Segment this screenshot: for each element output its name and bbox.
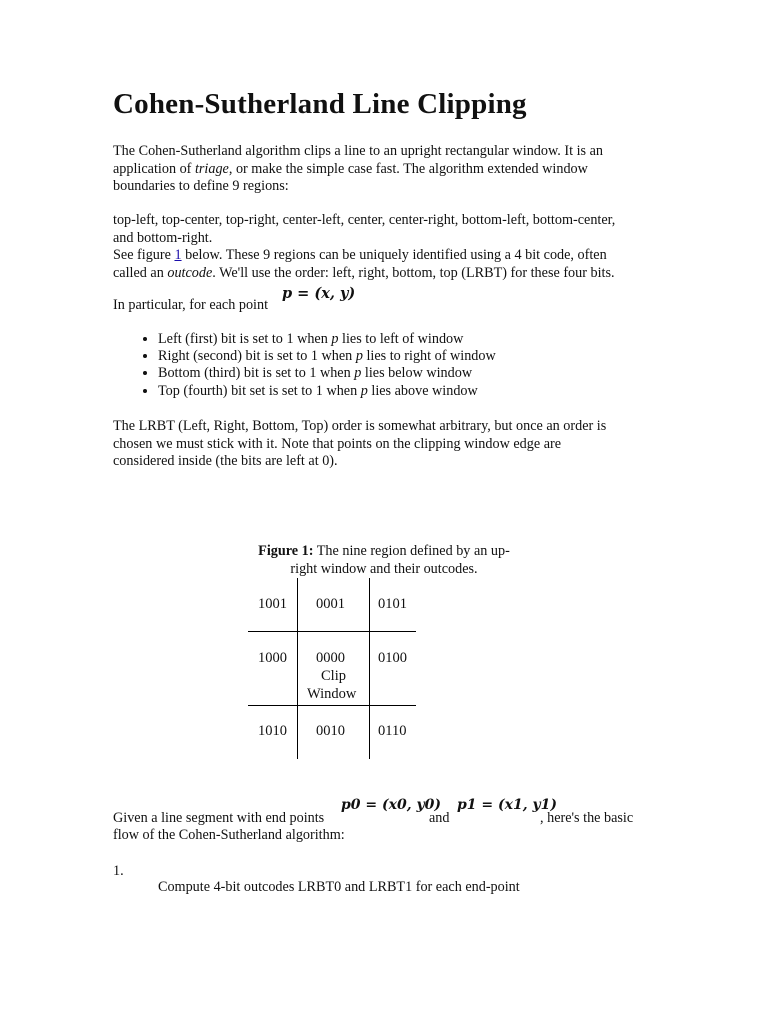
see-figure-line-1: [113, 247, 653, 265]
outcode-bottom-left: 1010: [258, 723, 287, 739]
bullet-right: • Right (second) bit is set to 1 when p lies to right of window: [158, 348, 496, 365]
outcode-bottom-right: 0110: [378, 723, 407, 739]
regions-paragraph: [113, 212, 653, 282]
figure-caption: [248, 542, 520, 578]
given-pre: Given a line segment with end points: [113, 810, 325, 826]
particular-text: In particular, for each point: [113, 297, 269, 313]
lrbt-line-1: The LRBT (Left, Right, Bottom, Top) order is somewhat arbitrary, but once an order is: [113, 418, 607, 434]
intro-line-2-pre: application of: [113, 160, 195, 177]
outcode-top-left: 1001: [258, 596, 287, 612]
intro-line-2-post: , or make the simple case fast. The algorithm extended window: [228, 160, 588, 177]
bullet-top: • Top (fourth) bit set is set to 1 when p lies above window: [158, 383, 496, 400]
lrbt-line-2: chosen we must stick with it. Note that points on the clipping window edge are: [113, 435, 562, 452]
outcode-center-left: 1000: [258, 650, 287, 666]
intro-line-3: boundaries to define 9 regions:: [113, 178, 289, 194]
regions-line-2: and bottom-right.: [113, 229, 213, 246]
bit-rules-list: [113, 331, 496, 400]
given-and: and: [429, 810, 450, 826]
intro-line-1: The Cohen-Sutherland algorithm clips a line to an upright rectangular window. It is an: [113, 143, 604, 159]
endpoint-p1-formula: p1 = (x1, y1): [457, 797, 557, 813]
outcode-top-center: 0001: [316, 596, 345, 612]
outcode-pre: called an: [113, 264, 168, 281]
figure-caption-line-1: [248, 542, 520, 560]
grid-horizontal-line-top: [248, 631, 416, 632]
given-line-2: flow of the Cohen-Sutherland algorithm:: [113, 827, 345, 843]
intro-triage-em: triage: [194, 160, 229, 177]
intro-paragraph: [113, 143, 653, 196]
lrbt-line-3: considered inside (the bits are left at 0).: [113, 453, 338, 469]
grid-vertical-line-right: [369, 578, 370, 759]
grid-horizontal-line-bottom: [248, 705, 416, 706]
bullet-bottom: • Bottom (third) bit is set to 1 when p lies below window: [158, 365, 496, 382]
figure-caption-line-2: right window and their outcodes.: [290, 561, 478, 577]
clip-window-label-line-1: Clip: [321, 668, 346, 684]
point-formula: p = (x, y): [282, 285, 356, 302]
endpoint-p0-formula: p0 = (x0, y0): [341, 797, 441, 813]
intro-line-2: [113, 161, 653, 179]
page-title: Cohen-Sutherland Line Clipping: [113, 88, 527, 120]
see-figure-line-2: [113, 265, 653, 283]
outcode-center: 0000: [316, 650, 345, 666]
figure-caption-label: Figure 1:: [258, 543, 314, 559]
see-figure-post: below. These 9 regions can be uniquely identified using a 4 bit code, often: [181, 247, 607, 263]
clip-window-label-line-2: Window: [307, 686, 357, 702]
figure-caption-text: The nine region defined by an up-: [313, 543, 510, 559]
regions-line-1: top-left, top-center, top-right, center-left, center, center-right, bottom-left, bottom-center,: [113, 212, 616, 228]
outcode-center-right: 0100: [378, 650, 407, 666]
lrbt-paragraph: [113, 418, 653, 471]
grid-vertical-line-left: [297, 578, 298, 759]
see-figure-pre: See figure: [113, 247, 175, 263]
step-number: 1.: [113, 863, 124, 879]
outcode-top-right: 0101: [378, 596, 407, 612]
outcode-bottom-center: 0010: [316, 723, 345, 739]
given-post: , here's the basic: [540, 810, 634, 826]
outcode-post: . We'll use the order: left, right, bottom, top (LRBT) for these four bits.: [212, 264, 615, 281]
figure-1-link[interactable]: 1: [174, 247, 182, 263]
outcode-em: outcode: [167, 264, 213, 281]
step-1-text: Compute 4-bit outcodes LRBT0 and LRBT1 for each end-point: [158, 879, 520, 895]
bullet-left: • Left (first) bit is set to 1 when p lies to left of window: [158, 331, 496, 348]
